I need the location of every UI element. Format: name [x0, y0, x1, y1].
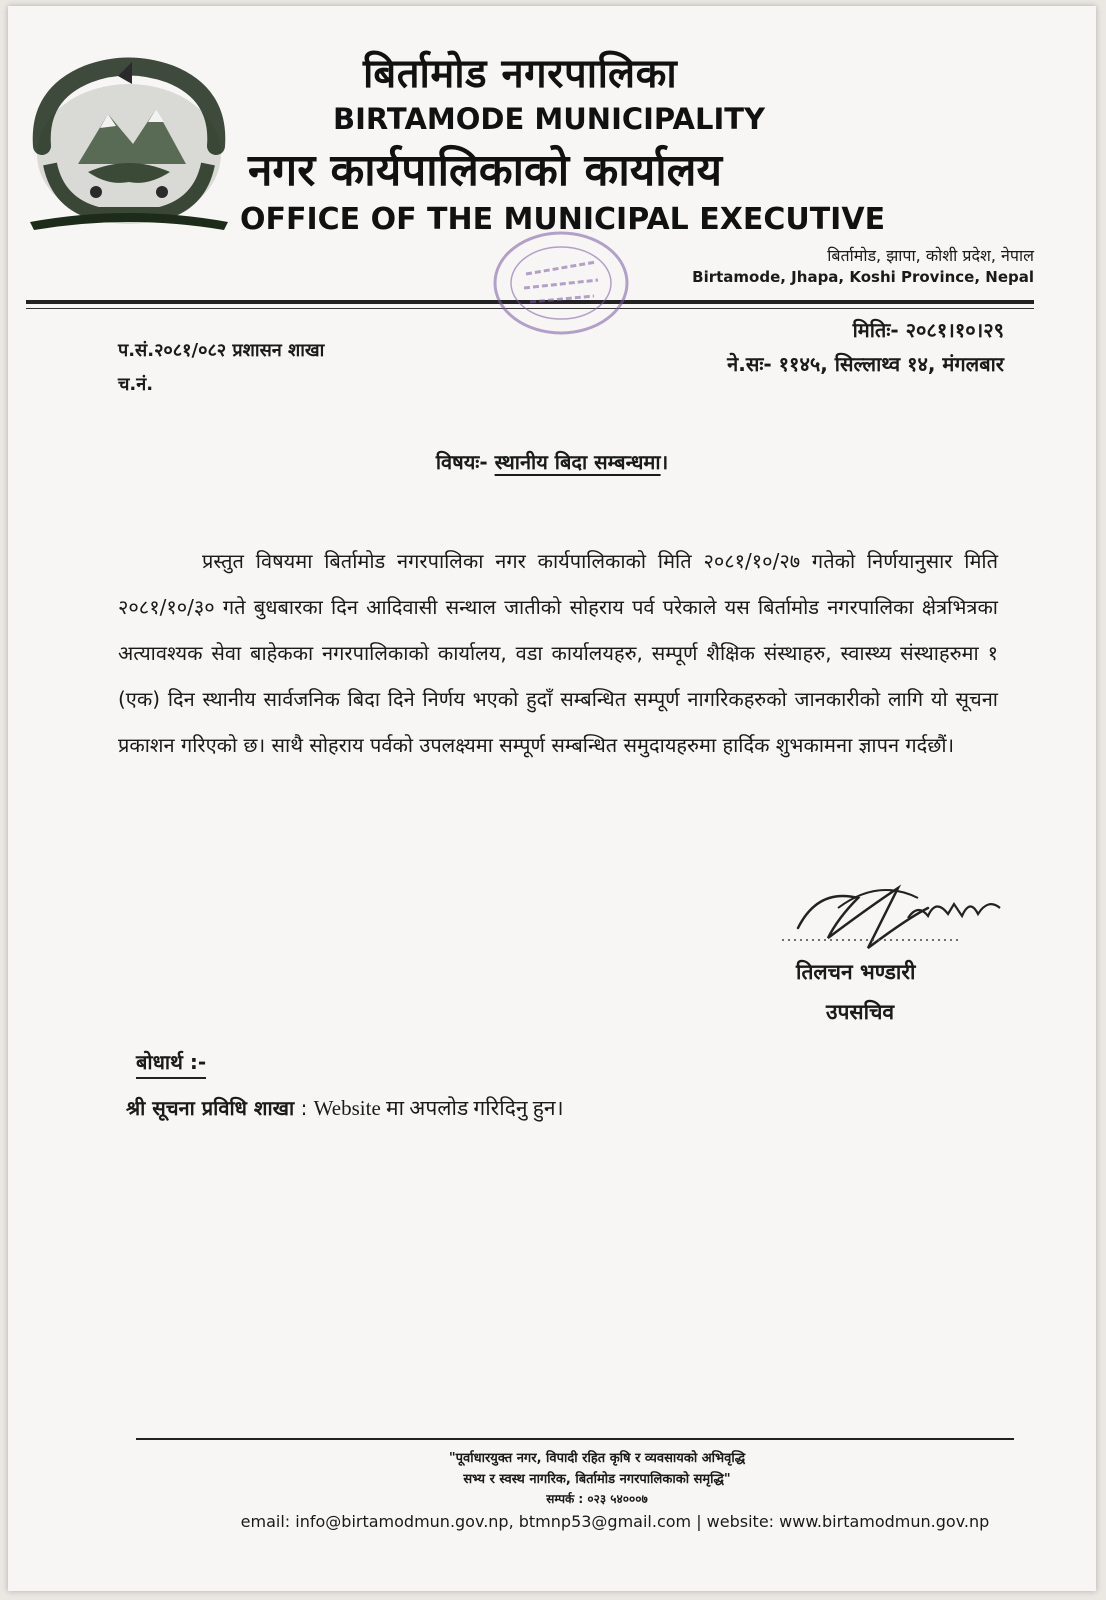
nepal-government-emblem-icon: [28, 54, 230, 232]
footer-email-website: email: info@birtamodmun.gov.np, btmnp53@gmail.com | website: www.birtamodmun.gov.np: [240, 1512, 990, 1531]
subject-label: विषयः-: [435, 450, 488, 474]
address-nepali: बिर्तामोड, झापा, कोशी प्रदेश, नेपाल: [827, 246, 1034, 265]
cc-heading: बोधार्थ :-: [136, 1048, 206, 1079]
footer-slogan-line-2: सभ्य र स्वस्थ नागरिक, बिर्तामोड नगरपालिकाको समृद्धि": [463, 1472, 731, 1487]
cc-recipient: श्री सूचना प्रविधि शाखा: [126, 1096, 295, 1120]
reference-block: [118, 334, 324, 402]
subject-end: ।: [660, 450, 669, 474]
signatory-title: उपसचिव: [826, 1000, 895, 1024]
municipality-name-english: BIRTAMODE MUNICIPALITY: [333, 102, 766, 136]
footer-contact: सम्पर्क : ०२३ ५४०००७: [546, 1492, 648, 1506]
footer-divider: [136, 1438, 1014, 1440]
address-english: Birtamode, Jhapa, Koshi Province, Nepal: [692, 268, 1034, 286]
signatory-name: तिलचन भण्डारी: [796, 960, 916, 984]
handwritten-signature-icon: [778, 868, 1018, 958]
office-name-nepali: नगर कार्यपालिकाको कार्यालय: [248, 145, 722, 196]
letter-page: [8, 6, 1096, 1591]
cc-line: [126, 1094, 564, 1122]
nepal-sambat-date: ने.सः- ११४५, सिल्लाथ्व १४, मंगलबार: [727, 352, 1004, 376]
cc-instruction: Website मा अपलोड गरिदिनु हुन।: [313, 1096, 564, 1120]
office-name-english: OFFICE OF THE MUNICIPAL EXECUTIVE: [240, 202, 886, 237]
office-stamp-icon: [486, 224, 636, 342]
dispatch-number: च.नं.: [118, 374, 154, 395]
letter-date: मितिः- २०८१।१०।२९: [852, 318, 1004, 342]
cc-separator: :: [294, 1096, 314, 1120]
subject-text: स्थानीय बिदा सम्बन्धमा: [494, 450, 661, 474]
municipality-name-nepali: बिर्तामोड नगरपालिका: [363, 51, 678, 97]
letter-body-paragraph: प्रस्तुत विषयमा बिर्तामोड नगरपालिका नगर कार्यपालिकाको मिति २०८१/१०/२७ गतेको निर्णयानुसार मिति २०८१/१०/३० गते बुधबारका दिन आदिवासी सन्थाल जातीको सोहराय पर्व परेकाले यस बिर्तामोड नगरपालिका क्षेत्रभित्रका अत्यावश्यक सेवा बाहेकका नगरपालिकाको कार्यालय, वडा कार्यालयहरु, सम्पूर्ण शैक्षिक संस्थाहरु, स्वास्थ्य संस्थाहरुमा १ (एक) दिन स्थानीय सार्वजनिक बिदा दिने निर्णय भएको हुदाँ सम्बन्धित सम्पूर्ण नागरिकहरुको जानकारीको लागि यो सूचना प्रकाशन गरिएको छ। साथै सोहराय पर्वको उपलक्ष्यमा सम्पूर्ण सम्बन्धित समुदायहरुमा हार्दिक शुभकामना ज्ञापन गर्दछौं।: [118, 549, 998, 757]
reference-number: प.सं.२०८१/०८२ प्रशासन शाखा: [118, 340, 325, 361]
subject-line: [8, 448, 1096, 475]
footer-slogan-line-1: "पूर्वाधारयुक्त नगर, विपादी रहित कृषि र व्यवसायको अभिवृद्धि: [448, 1451, 746, 1466]
